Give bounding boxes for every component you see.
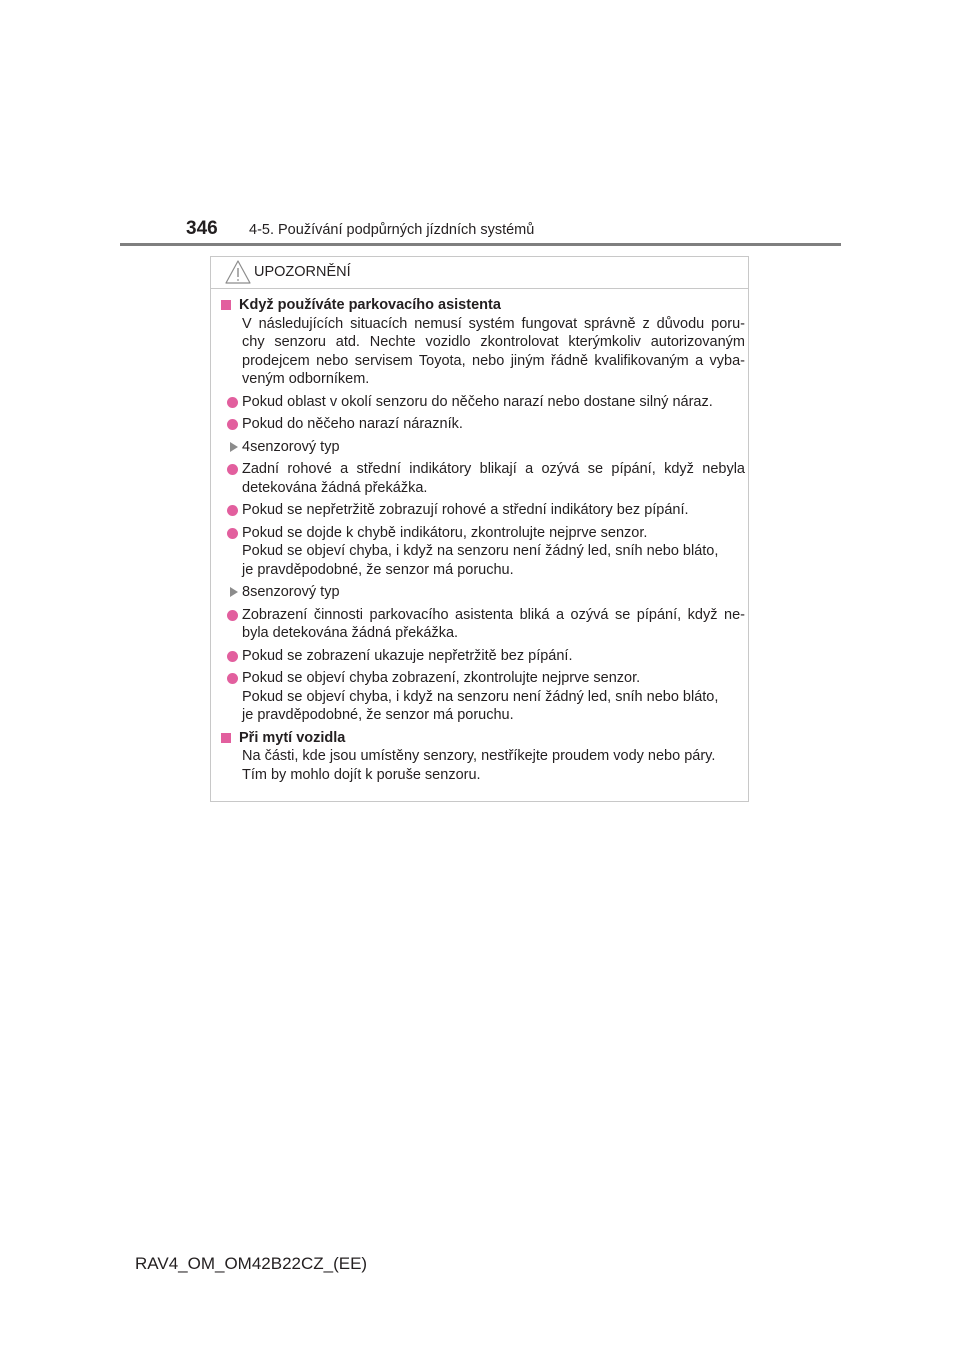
text-line: prodejcem nebo servisem Toyota, nebo jiným řádně kvalifikovaným a vyba- <box>242 352 745 369</box>
text-line: Zobrazení činnosti parkovacího asistenta bliká a ozývá se pípání, když ne- <box>242 606 745 623</box>
square-bullet-icon <box>221 300 231 310</box>
round-bullet-icon <box>227 528 238 539</box>
bullet-item <box>219 606 745 643</box>
document-code: RAV4_OM_OM42B22CZ_(EE) <box>135 1254 368 1273</box>
bullet-item: Pokud do něčeho narazí nárazník. <box>219 415 745 434</box>
section-title: 4-5. Používání podpůrných jízdních systémů <box>249 222 535 238</box>
text-line: Tím by mohlo dojít k poruše senzoru. <box>242 766 481 783</box>
round-bullet-icon <box>227 505 238 516</box>
bullet-item: Pokud se zobrazení ukazuje nepřetržitě bez pípání. <box>219 647 745 666</box>
section-heading-parking: Když používáte parkovacího asistenta <box>219 296 745 315</box>
text-line: Pokud se objeví chyba, i když na senzoru není žádný led, sníh nebo bláto, <box>242 543 719 559</box>
text-line: Pokud se objeví chyba, i když na senzoru není žádný led, sníh nebo bláto, <box>242 688 719 705</box>
warning-label: UPOZORNĚNÍ <box>254 264 351 280</box>
round-bullet-icon <box>227 651 238 662</box>
text-line: veným odborníkem. <box>242 371 370 387</box>
text-line: je pravděpodobné, že senzor má poruchu. <box>242 707 514 723</box>
warning-body <box>219 296 745 784</box>
bullet-item <box>219 524 745 580</box>
bullet-item: Pokud se nepřetržitě zobrazují rohové a střední indikátory bez pípání. <box>219 501 745 520</box>
page-number: 346 <box>186 218 218 239</box>
bullet-item: Pokud oblast v okolí senzoru do něčeho narazí nebo dostane silný náraz. <box>219 393 745 412</box>
section-heading-washing: Při mytí vozidla <box>219 729 745 748</box>
round-bullet-icon <box>227 397 238 408</box>
warning-box <box>210 256 749 802</box>
round-bullet-icon <box>227 673 238 684</box>
header-divider <box>120 243 841 246</box>
parking-intro <box>219 315 745 389</box>
text-line: V následujících situacích nemusí systém fungovat správně z důvodu poru- <box>242 315 745 332</box>
warning-header <box>211 257 748 289</box>
triangle-arrow-icon <box>230 587 238 597</box>
bullet-item <box>219 669 745 725</box>
text-line: Na části, kde jsou umístěny senzory, nestříkejte proudem vody nebo páry. <box>242 748 716 764</box>
triangle-arrow-icon <box>230 442 238 452</box>
text-line: je pravděpodobné, že senzor má poruchu. <box>242 561 514 578</box>
text-line: Pokud se objeví chyba zobrazení, zkontrolujte nejprve senzor. <box>242 670 641 686</box>
text-line: Pokud se dojde k chybě indikátoru, zkontrolujte nejprve senzor. <box>242 524 648 541</box>
text-line: detekována žádná překážka. <box>242 479 428 496</box>
text-line: Zadní rohové a střední indikátory blikají a ozývá se pípání, když nebyla <box>242 461 745 477</box>
bullet-item <box>219 460 745 497</box>
square-bullet-icon <box>221 733 231 743</box>
subheading-8-sensor: 8senzorový typ <box>219 583 745 602</box>
warning-triangle-icon <box>225 260 251 284</box>
round-bullet-icon <box>227 610 238 621</box>
round-bullet-icon <box>227 419 238 430</box>
text-line: chy senzoru atd. Nechte vozidlo zkontrolovat kterýmkoliv autorizovaným <box>242 334 745 350</box>
text-line: byla detekována žádná překážka. <box>242 625 459 641</box>
round-bullet-icon <box>227 464 238 475</box>
subheading-4-sensor: 4senzorový typ <box>219 438 745 457</box>
washing-text <box>219 747 745 784</box>
